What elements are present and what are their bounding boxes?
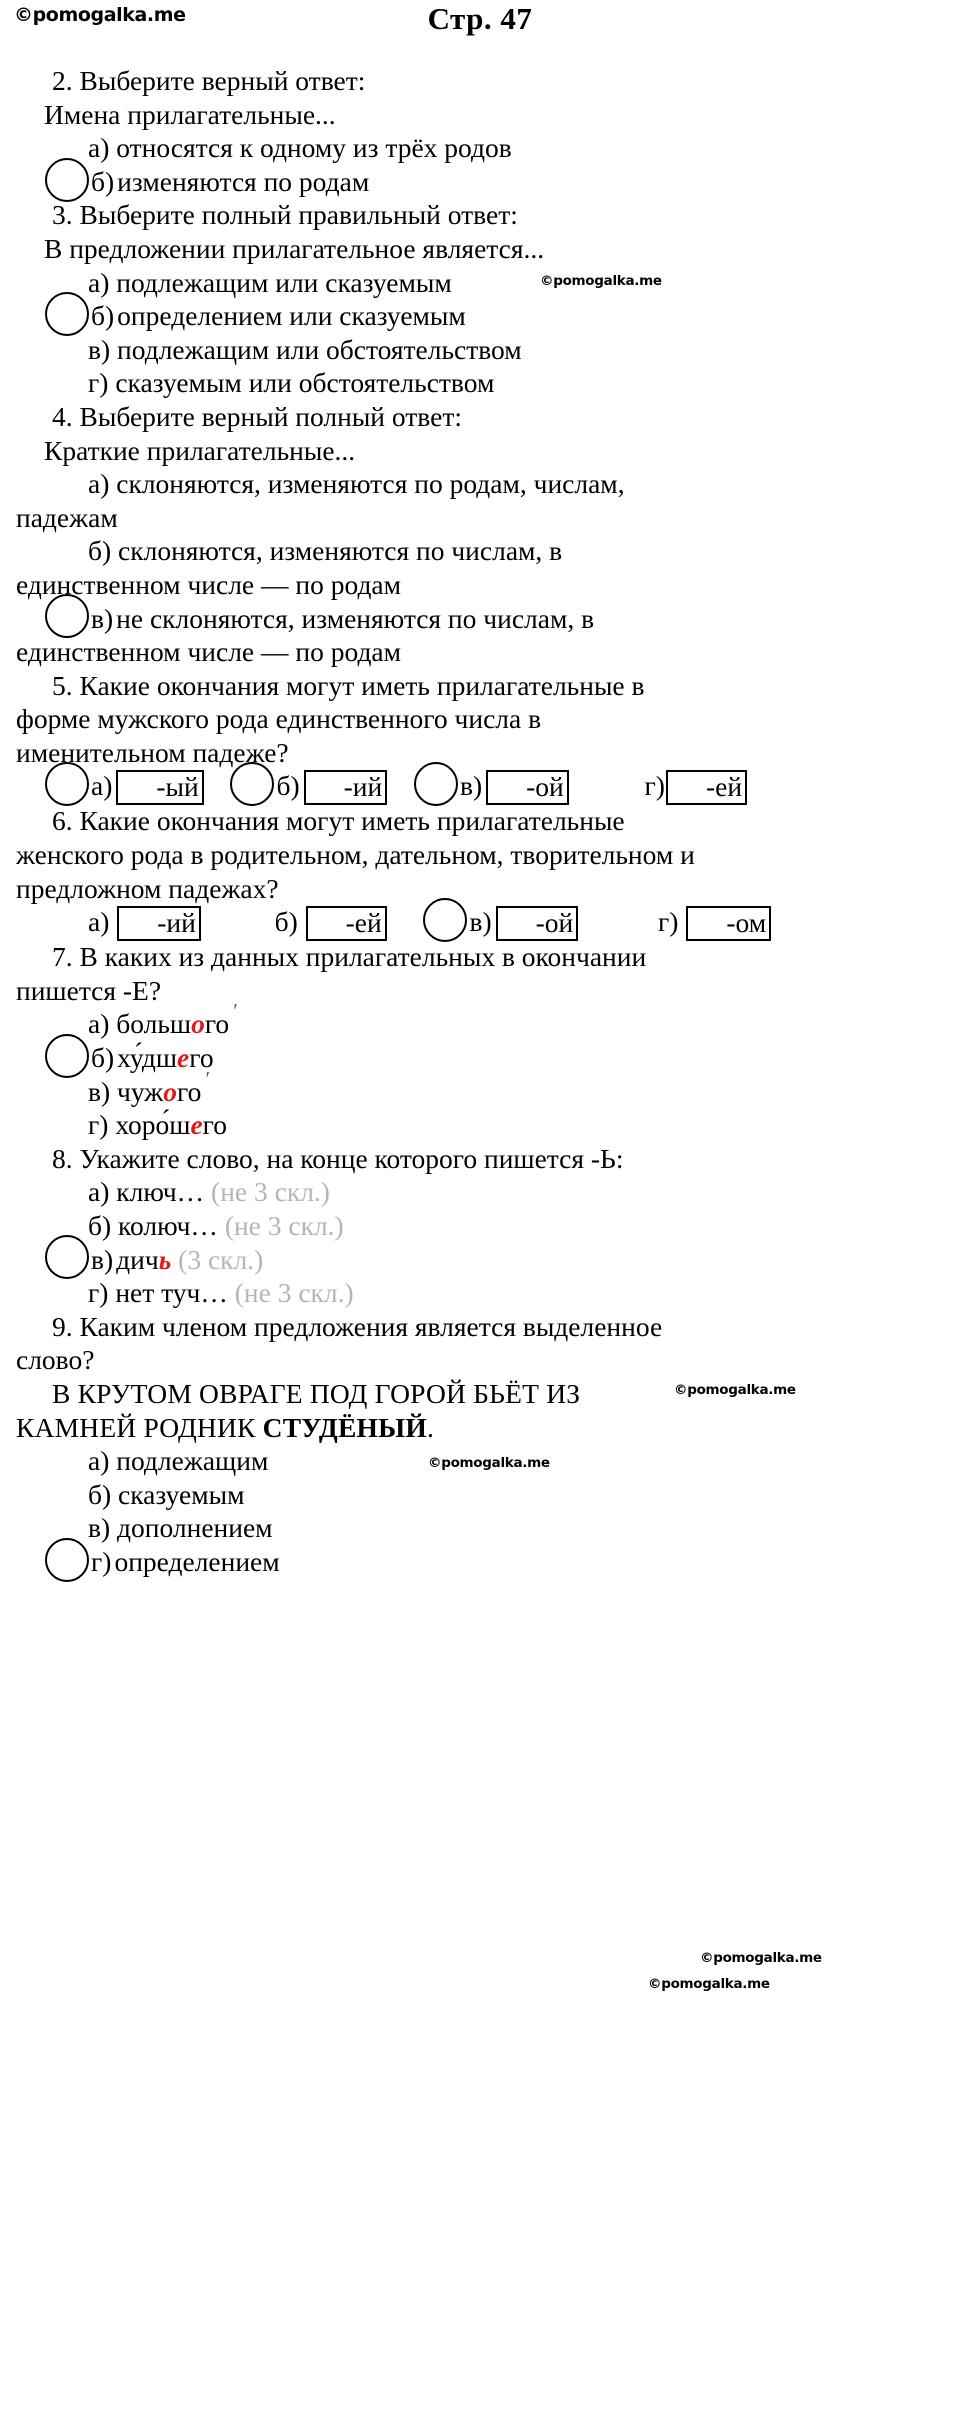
question-4-subprompt [16, 434, 944, 468]
option-marker: а) [88, 132, 110, 164]
option-marker-circled: б) [52, 299, 116, 333]
sentence-highlighted-word: СТУДЁНЫЙ [262, 1411, 427, 1443]
question-9-option-g[interactable] [16, 1545, 944, 1579]
question-3-option-b[interactable] [16, 299, 944, 333]
option-marker-circled: б) [52, 165, 116, 199]
brand-watermark: ©pomogalka.me [14, 4, 186, 26]
option-text: не склоняются, изменяются по числам, в [116, 602, 595, 634]
option-text: определением или сказуемым [117, 300, 466, 332]
option-note: (не 3 скл.) [211, 1176, 330, 1208]
question-4-prompt-text: Выберите верный полный ответ: [79, 400, 462, 432]
option-marker: б) [88, 535, 112, 567]
option-text: относятся к одному из трёх родов [116, 132, 512, 164]
option-marker: б) [88, 1478, 112, 1510]
option-text: склоняются, изменяются по числам, в [118, 535, 563, 567]
question-8-option-b[interactable] [16, 1209, 944, 1243]
question-9-prompt-text-2: слово? [16, 1344, 95, 1376]
sentence-text-2-post: . [426, 1411, 435, 1443]
option-note: (не 3 скл.) [224, 1210, 344, 1241]
question-5-prompt-line3 [16, 736, 944, 770]
option-marker: в) [88, 333, 111, 365]
question-9-option-v[interactable] [16, 1511, 944, 1545]
option-marker: а) [88, 1445, 110, 1477]
option-ending-box: -ой [496, 906, 579, 941]
question-6-option-b[interactable] [239, 906, 387, 937]
option-text: сказуемым [118, 1478, 245, 1510]
option-marker: а) [88, 906, 110, 938]
question-7-prompt-text-2: пишется -Е? [16, 974, 162, 1006]
option-marker-circled: в) [421, 769, 484, 803]
option-text: подлежащим или сказуемым [116, 266, 452, 298]
question-4-option-b[interactable] [16, 534, 944, 568]
question-5-prompt-text-3: именительном падеже? [16, 736, 289, 768]
option-marker-circled: б) [237, 769, 301, 803]
question-5-prompt-text: Какие окончания могут иметь прилагательные в [79, 669, 645, 701]
question-5-option-g[interactable] [609, 770, 748, 801]
option-note: (не 3 скл.) [234, 1277, 354, 1309]
option-highlight-letter: е [190, 1109, 203, 1141]
question-7-number: 7. [52, 941, 73, 973]
question-2-option-a[interactable] [16, 131, 944, 165]
option-marker-circled: в) [430, 905, 493, 939]
option-highlight-letter: ь [158, 1243, 172, 1275]
question-2-prompt [16, 64, 944, 98]
question-7-option-g[interactable] [16, 1108, 944, 1142]
option-ending-box: -ей [666, 770, 747, 805]
option-word: ключ… [116, 1176, 205, 1208]
option-ending-box: -ой [486, 770, 569, 805]
option-word-pre: чуж [117, 1075, 164, 1107]
option-word-pre: больш [116, 1008, 192, 1040]
question-4-option-a[interactable] [16, 467, 944, 501]
question-2-option-b[interactable] [16, 165, 944, 199]
option-text-cont: единственном числе — по родам [16, 568, 402, 600]
question-7-prompt [16, 940, 944, 974]
question-6-option-g[interactable] [622, 906, 771, 937]
option-marker: г) [88, 1109, 109, 1141]
brand-watermark: ©pomogalka.me [428, 1455, 550, 1471]
option-text: подлежащим или обстоятельством [117, 333, 522, 365]
question-4-prompt [16, 400, 944, 434]
question-4-number: 4. [52, 400, 73, 432]
option-word: колюч… [118, 1210, 218, 1241]
question-9-sentence-line1 [16, 1377, 944, 1411]
question-9-prompt-text: Каким членом предложения является выделенное [79, 1310, 663, 1342]
question-6-number: 6. [52, 805, 73, 837]
question-5-prompt-line2 [16, 702, 944, 736]
question-8-option-g[interactable] [16, 1276, 944, 1310]
option-word-pre: хоро́ш [115, 1109, 191, 1141]
page-content [0, 42, 960, 1579]
option-marker: а) [88, 1176, 110, 1208]
option-marker-circled: в) [52, 1243, 115, 1277]
option-highlight-letter: о ′ [191, 1008, 205, 1039]
question-6-prompt-line3 [16, 872, 944, 906]
brand-watermark: ©pomogalka.me [648, 1976, 770, 1992]
question-5-option-b[interactable] [237, 770, 387, 801]
question-7-option-v[interactable] [16, 1075, 944, 1109]
question-2-number: 2. [52, 65, 73, 96]
question-4-option-v-cont [16, 635, 944, 669]
question-9-option-b[interactable] [16, 1478, 944, 1512]
question-2-subprompt [16, 98, 944, 132]
question-8-number: 8. [52, 1142, 73, 1174]
option-ending-box: -ом [686, 906, 771, 941]
question-3-number: 3. [52, 199, 73, 231]
question-8-prompt-text: Укажите слово, на конце которого пишется -Ь: [79, 1142, 624, 1174]
option-marker: г) [658, 906, 679, 938]
question-5-options-row [16, 769, 944, 804]
option-marker-circled: а) [52, 769, 114, 803]
option-text: склоняются, изменяются по родам, числам, [116, 468, 625, 500]
question-3-prompt [16, 198, 944, 232]
question-5-option-a[interactable] [52, 770, 204, 801]
option-marker: а) [88, 1008, 110, 1040]
question-3-option-g[interactable] [16, 366, 944, 400]
option-text-cont: единственном числе — по родам [16, 636, 402, 668]
option-text: подлежащим [116, 1445, 269, 1477]
question-4-option-a-cont [16, 501, 944, 535]
option-text-cont: падежам [16, 501, 118, 533]
question-5-prompt [16, 669, 944, 703]
question-4-option-b-cont [16, 568, 944, 602]
option-ending-box: -ей [306, 906, 387, 941]
question-3-option-v[interactable] [16, 333, 944, 367]
brand-watermark: ©pomogalka.me [540, 273, 662, 289]
option-text: дополнением [117, 1512, 273, 1544]
brand-watermark: ©pomogalka.me [674, 1382, 796, 1398]
question-7-prompt-text: В каких из данных прилагательных в окончании [79, 941, 647, 973]
option-marker: а) [88, 468, 110, 500]
question-4-subprompt-text: Краткие прилагательные... [44, 434, 356, 466]
question-3-subprompt [16, 232, 944, 266]
question-6-prompt [16, 804, 944, 838]
question-7-prompt-line2 [16, 974, 944, 1008]
option-marker: г) [88, 1277, 109, 1309]
question-2-prompt-text: Выберите верный ответ: [79, 65, 366, 96]
option-marker: в) [88, 1075, 111, 1107]
option-ending-box: -ий [304, 770, 388, 805]
question-9-prompt [16, 1310, 944, 1344]
question-7-option-b[interactable] [16, 1041, 944, 1075]
question-4-option-v[interactable] [16, 602, 944, 636]
question-5-option-v[interactable] [421, 770, 569, 801]
option-highlight-letter: е [177, 1042, 190, 1074]
option-marker-circled: б) [52, 1041, 116, 1075]
question-9-prompt-line2 [16, 1343, 944, 1377]
question-6-options-row [16, 905, 944, 940]
option-word-pre: ху́дш [117, 1042, 178, 1074]
option-text: изменяются по родам [117, 165, 370, 197]
page-header [0, 0, 960, 42]
question-9-number: 9. [52, 1310, 73, 1342]
option-text: сказуемым или обстоятельством [115, 367, 495, 399]
question-8-prompt [16, 1142, 944, 1176]
option-ending-box: -ый [116, 770, 203, 805]
option-note: (3 скл.) [178, 1243, 264, 1275]
option-marker: а) [88, 266, 110, 298]
question-6-prompt-text-2: женского рода в родительном, дательном, творительном и [16, 839, 695, 871]
option-word-post: го [189, 1042, 214, 1074]
sentence-text-1: В КРУТОМ ОВРАГЕ ПОД ГОРОЙ БЬЁТ ИЗ [52, 1377, 581, 1409]
question-6-option-a[interactable] [52, 906, 201, 937]
page-title: Стр. 47 [427, 1, 533, 36]
question-5-number: 5. [52, 669, 73, 701]
question-3-subprompt-text: В предложении прилагательное является... [44, 232, 545, 264]
option-marker: б) [88, 1210, 112, 1241]
option-text: определением [114, 1545, 280, 1577]
option-highlight-letter: о ′ [163, 1076, 177, 1107]
brand-watermark: ©pomogalka.me [700, 1950, 822, 1966]
option-marker-circled: в) [52, 602, 115, 636]
option-marker: в) [88, 1512, 111, 1544]
option-word: нет туч… [115, 1277, 228, 1309]
question-3-option-a[interactable] [16, 266, 944, 300]
question-8-option-a[interactable] [16, 1175, 944, 1209]
sentence-text-2-pre: КАМНЕЙ РОДНИК [16, 1411, 263, 1443]
option-word-post: го [202, 1109, 228, 1141]
question-6-option-v[interactable] [430, 906, 578, 937]
option-marker: г) [644, 770, 665, 802]
question-9-sentence-line2 [16, 1411, 944, 1445]
option-ending-box: -ий [117, 906, 201, 941]
question-5-prompt-text-2: форме мужского рода единственного числа в [16, 703, 542, 735]
option-marker-circled: г) [52, 1545, 113, 1579]
question-6-prompt-text-3: предложном падежах? [16, 872, 279, 904]
question-2-subprompt-text: Имена прилагательные... [44, 98, 336, 130]
option-word: дич [116, 1243, 159, 1275]
option-word-post: го [204, 1008, 230, 1040]
question-8-option-v[interactable] [16, 1243, 944, 1277]
question-6-prompt-text: Какие окончания могут иметь прилагательные [79, 805, 625, 837]
option-marker: б) [274, 906, 298, 938]
question-6-prompt-line2 [16, 838, 944, 872]
option-marker: г) [88, 367, 109, 399]
question-3-prompt-text: Выберите полный правильный ответ: [79, 199, 518, 231]
question-7-option-a[interactable] [16, 1007, 944, 1041]
option-word-post: го [177, 1075, 202, 1107]
